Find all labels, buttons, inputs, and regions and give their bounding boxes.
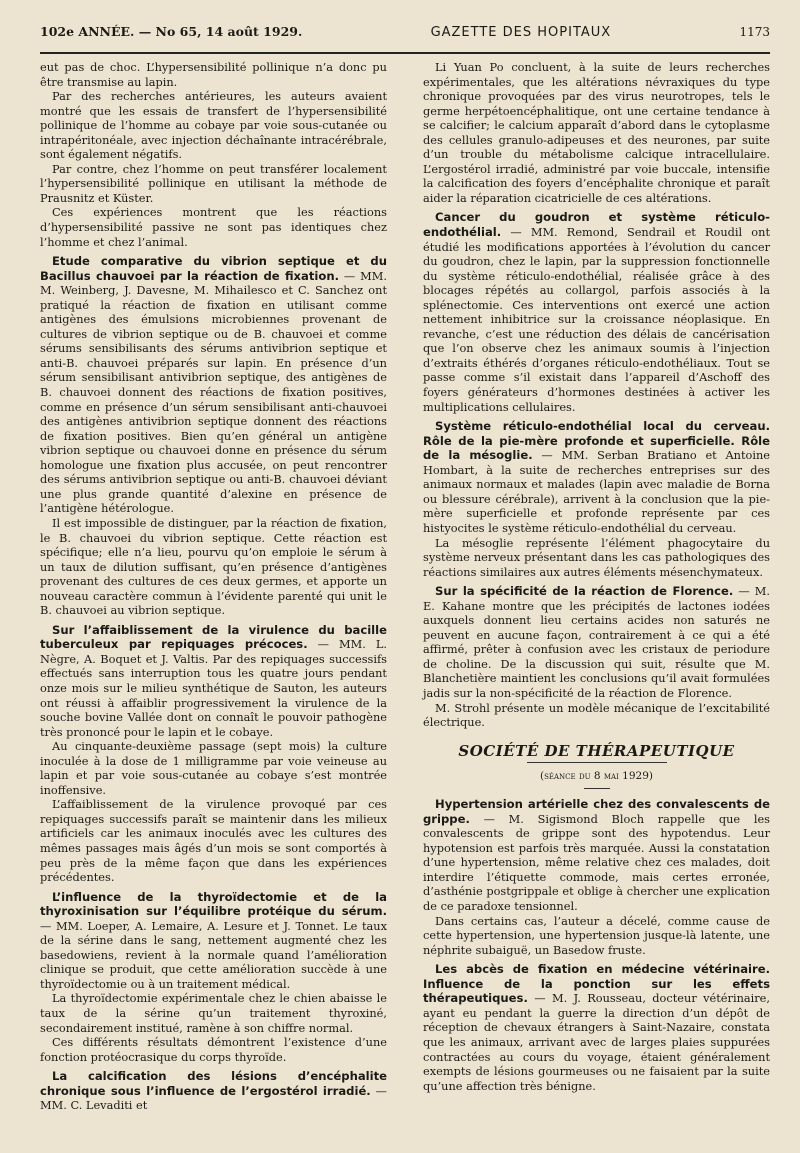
paragraph-text: — M. J. Rousseau, docteur vétérinaire, ayant eu pendant la guerre la direction d’un dépôt de réception de chevaux étrangers à Saint-Nazaire, constata que les animaux, arrivant avec de larges plaies suppurées contractées au cours du voyage, étaient généralement exempts de lésions gourmeuses ou ne faisaient par la suite qu’une affection très bénigne. [423, 991, 771, 1093]
paragraph-text: Par des recherches antérieures, les auteurs avaient montré que les essais de transfert de l’hypersensibilité pollinique de l’homme au cobaye par voie sous-cutanée ou intrapéritonéale, avec injection déchaînante intracérébrale, sont également négatifs. [40, 89, 387, 162]
journal-title: GAZETTE DES HOPITAUX [430, 25, 612, 40]
section-heading: Hypertension artérielle chez des convalescents de grippe. [423, 797, 770, 826]
paragraph-text: eut pas de choc. L’hypersensibilité pollinique n’a donc pu être transmise au lapin. [40, 60, 387, 89]
paragraph [423, 797, 770, 913]
paragraph-text: Ces différents résultats démontrent l’existence d’une fonction protéocrasique du corps thyroïde. [40, 1035, 387, 1064]
paragraph [423, 701, 770, 730]
paragraph [40, 60, 387, 89]
paragraph-text: Ces expériences montrent que les réactions d’hypersensibilité passive ne sont pas identiques chez l’homme et chez l’animal. [40, 205, 387, 249]
paragraph [423, 962, 770, 1093]
section-heading: Cancer du goudron et système réticulo-endothélial. [423, 210, 770, 240]
two-column-body [40, 60, 770, 1113]
paragraph-text: — MM. M. Weinberg, J. Davesne, M. Mihailesco et C. Sanchez ont pratiqué la réaction de fixation en utilisant comme antigènes des émulsions microbiennes provenant de cultures de vibrion septique ou de B. chauvoei et comme sérums sensibilisants des sérums antivibrion septique et anti-B. chauvoei préparés sur lapin. En présence d’un sérum sensibilisant antivibrion septique, des antigènes de B. chauvoei donnent des réactions de fixation positives, comme en présence d’un sérum sensibilisant anti-chauvoei des antigènes antivibrion septique donnent des réactions de fixation positives. Bien qu’en général un antigène vibrion septique ou chauvoei donne en présence du sérum homologue une fixation plus accusée, on peut rencontrer des sérums antivibrion septique ou anti-B. chauvoei déviant une plus grande quantité d’alexine en présence de l’antigène hétérologue. [40, 268, 387, 516]
paragraph-text: M. Strohl présente un modèle mécanique de l’excitabilité électrique. [423, 700, 770, 730]
paragraph [40, 1035, 387, 1064]
header-rule [40, 52, 770, 54]
page-number: 1173 [739, 25, 770, 39]
running-header [40, 24, 770, 48]
paragraph [423, 419, 770, 535]
paragraph [40, 623, 387, 739]
paragraph-text: Il est impossible de distinguer, par la réaction de fixation, le B. chauvoei du vibrion septique. Cette réaction est spécifique; elle n’a lieu, pourvu qu’on emploie le sérum à un taux de dilution suffisant, qu’en présence d’antigènes provenant des cultures de ces deux germes, et apporte un nouveau caractère commun à l’évidente parenté qui unit le B. chauvoei au vibrion septique. [40, 515, 387, 618]
paragraph [40, 516, 387, 618]
paragraph-text: — MM. Remond, Sendrail et Roudil ont étudié les modifications apportées à l’évolution du cancer du goudron, chez le lapin, par la suppression fonctionnelle du système réticulo-endothélial, réalisée grâce à des blocages répétés au collargol, parfois associés à la splénectomie. Ces interventions ont exercé une action nettement inhibitrice sur la croissance néoplasique. En revanche, c’est une réduction des délais de cancérisation que l’on observe chez les animaux soumis à l’injection d’extraits éthérés d’organes réticulo-endothéliaux. Tout se passe comme s’il existait dans l’appareil d’Aschoff des foyers générateurs d’hormones destinées à activer les multiplications cellulaires. [423, 225, 770, 414]
paragraph [423, 210, 770, 414]
paragraph [40, 89, 387, 162]
section-heading: L’influence de la thyroïdectomie et de la thyroxinisation sur l’équilibre protéique du sérum. [40, 889, 387, 919]
paragraph [40, 739, 387, 797]
right-column [423, 60, 770, 1113]
paragraph [423, 584, 770, 700]
paragraph [40, 162, 387, 206]
society-title: SOCIÉTÉ DE THÉRAPEUTIQUE [458, 741, 735, 760]
paragraph-text: — MM. L. Nègre, A. Boquet et J. Valtis. Par des repiquages successifs effectués sans interruption tous les quatre jours pendant onze mois sur le milieu synthétique de Sauton, les auteurs ont réussi à affaiblir progressivement la virulence de la souche bovine Vallée dont on connaît le pouvoir pathogène très prononcé pour le lapin et le cobaye. [40, 637, 388, 739]
paragraph-text: — MM. C. Levaditi et [40, 1083, 387, 1113]
right-column-part-1 [423, 60, 770, 730]
paragraph [40, 797, 387, 884]
short-rule [584, 788, 610, 790]
issue-info: 102e ANNÉE. — No 65, 14 août 1929. [40, 24, 303, 39]
paragraph [423, 60, 770, 205]
paragraph-text: L’affaiblissement de la virulence provoqué par ces repiquages successifs paraît se maintenir dans les milieux artificiels car les animaux inoculés avec les cultures des mêmes passages mais âgés d’un mois se sont comportés à peu près de la même façon que dans les expériences précédentes. [40, 797, 387, 885]
society-rule [527, 762, 667, 763]
section-heading: La calcification des lésions d’encéphalite chronique sous l’influence de l’ergostérol irradié. [40, 1069, 387, 1098]
paragraph-text: Li Yuan Po concluent, à la suite de leurs recherches expérimentales, que les altérations névraxiques du type chronique provoquées par des virus neurotropes, tels le germe herpétoencéphalitique, ont une certaine tendance à se calcifier; le calcium apparaît d’abord dans le cytoplasme des cellules granulo-adipeuses et des neurones, par suite d’un trouble du métabolisme calcique intracellulaire. L’ergostérol irradié, administré par voie buccale, intensifie la calcification des foyers d’encéphalite chronique et paraît aider la réparation cicatricielle de ces altérations. [423, 60, 770, 205]
paragraph [423, 914, 770, 958]
section-heading: Sur la spécificité de la réaction de Florence. [435, 584, 734, 599]
section-heading: Etude comparative du vibrion septique et du Bacillus chauvoei par la réaction de fixation. [40, 254, 387, 283]
paragraph-text: — MM. Loeper, A. Lemaire, A. Lesure et J. Tonnet. Le taux de la sérine dans le sang, nettement augmenté chez les basedowiens, revient à la normale quand l’amélioration clinique se produit, que cette amélioration succède à une thyroïdectomie ou à un traitement médical. [40, 918, 387, 991]
right-column-part-2 [423, 797, 770, 1093]
paragraph [40, 890, 387, 992]
paragraph [423, 536, 770, 580]
paragraph [40, 991, 387, 1035]
paragraph-text: Au cinquante-deuxième passage (sept mois) la culture inoculée à la dose de 1 milligramme par voie veineuse au lapin et par voie sous-cutanée au cobaye s’est montrée inoffensive. [40, 739, 387, 797]
seance-date: (séance du 8 mai 1929) [540, 770, 653, 783]
paragraph-text: La mésoglie représente l’élément phagocytaire du système nerveux présentant dans les cas pathologiques des réactions similaires aux autres éléments mésenchymateux. [423, 535, 770, 579]
paragraph-text: Par contre, chez l’homme on peut transférer localement l’hypersensibilité pollinique en utilisant la méthode de Prausnitz et Küster. [40, 161, 387, 205]
paragraph [40, 254, 387, 516]
section-heading: Système réticulo-endothélial local du cerveau. Rôle de la pie-mère profonde et superficielle. Rôle de la mésoglie. [423, 419, 770, 463]
paragraph-text: — MM. Serban Bratiano et Antoine Hombart, à la suite de recherches entreprises sur des animaux normaux et malades (lapin avec maladie de Borna ou blessure cérébrale), arrivent à la conclusion que la pie-mère superficielle et profonde représente par ces histyocites le système réticulo-endothélial du cerveau. [423, 448, 771, 535]
paragraph-text: Dans certains cas, l’auteur a décelé, comme cause de cette hypertension, une hypertension jusque-là latente, une néphrite subaiguë, un Basedow fruste. [423, 913, 770, 957]
paragraph-text: La thyroïdectomie expérimentale chez le chien abaisse le taux de la sérine qu’un traitement thyroxiné, secondairement institué, ramène à son chiffre normal. [40, 991, 387, 1035]
paragraph [40, 205, 387, 249]
paragraph [40, 1069, 387, 1113]
paragraph-text: — M. Sigismond Bloch rappelle que les convalescents de grippe sont des hypotendus. Leur hypotension est parfois très marquée. Aussi la constatation d’une hypertension, même relative chez ces malades, doit interdire l’étiquette commode, mais certes erronée, d’asthénie postgrippale et oblige à chercher une explication de ce paradoxe tensionnel. [423, 811, 770, 914]
section-heading: Sur l’affaiblissement de la virulence du bacille tuberculeux par repiquages précoces. [40, 622, 387, 652]
left-column [40, 60, 387, 1113]
section-heading: Les abcès de fixation en médecine vétérinaire. Influence de la ponction sur les effets thérapeutiques. [423, 962, 770, 1006]
paragraph-text: — M. E. Kahane montre que les précipités de lactones iodées auxquels donnent lieu certains acides non saturés ne peuvent en aucune façon, contrairement à ce qui a été affirmé, prêter à confusion avec les cristaux de periodure de choline. De la discussion qui suit, résulte que M. Blanchetière maintient les conclusions qu’il avait formulées jadis sur la non-spécificité de la réaction de Florence. [423, 584, 770, 700]
